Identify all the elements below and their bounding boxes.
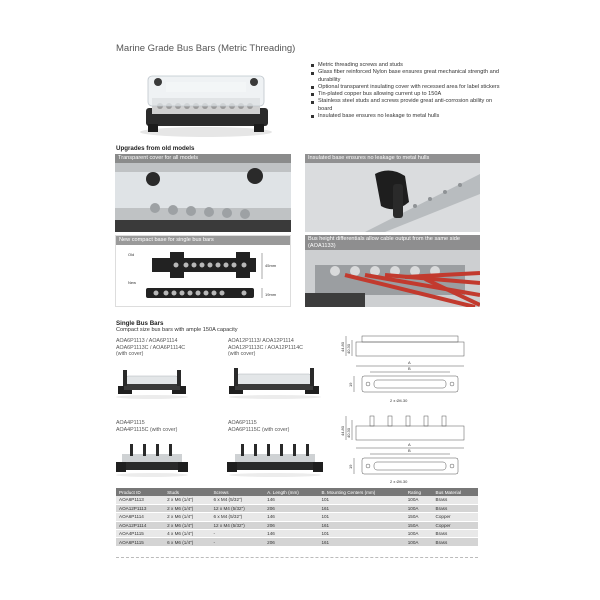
model-label-12p1113: [228, 338, 303, 358]
single-bus-bars-title: Single Bus Bars: [116, 320, 164, 327]
table-cell: 2 x M6 (1/4"): [164, 513, 210, 521]
dim-h1: 44.80: [340, 341, 345, 352]
table-row: [116, 513, 478, 521]
feature-item: Glass fiber reinforced Nylon base ensures great mechanical strength and durability: [310, 69, 500, 84]
dim-h1: 44.80: [340, 425, 345, 436]
table-cell: 150A: [405, 513, 433, 521]
column-header: Product ID: [116, 488, 164, 496]
table-cell: 6 x M4 (5/32"): [210, 496, 264, 504]
column-header: Studs: [164, 488, 210, 496]
panel-caption: Bus height differentials allow cable output from the same side (AOA1133): [305, 235, 480, 250]
model-label-6p1113: [116, 338, 185, 358]
table-row: [116, 504, 478, 512]
table-cell: 101: [318, 496, 404, 504]
table-header-row: [116, 488, 478, 496]
column-header: B. Mounting Centers (mm): [318, 488, 404, 496]
table-cell: 161: [318, 504, 404, 512]
table-cell: 146: [264, 496, 318, 504]
dim-45mm: 45mm: [265, 263, 277, 268]
table-row: [116, 530, 478, 538]
dim-b: B: [408, 448, 411, 453]
table-cell: Brass: [433, 504, 478, 512]
model-line: (with cover): [228, 351, 256, 358]
table-cell: 2 x M6 (1/4"): [164, 504, 210, 512]
hero-bus-bar-image: [136, 68, 276, 140]
model-line: AOA4P1115: [116, 420, 145, 426]
table-row: [116, 496, 478, 504]
model-line: AOA4P1115C (with cover): [116, 426, 178, 433]
model-label-6p1115: [228, 420, 289, 433]
table-cell: 6 x M4 (5/32"): [210, 513, 264, 521]
upgrades-title: Upgrades from old models: [116, 145, 195, 152]
table-cell: 100A: [405, 530, 433, 538]
table-cell: 6 x M6 (1/4"): [164, 538, 210, 546]
column-header: Rating: [405, 488, 433, 496]
column-header: Screws: [210, 488, 264, 496]
page-divider: [116, 557, 478, 558]
table-cell: 206: [264, 538, 318, 546]
panel-transparent-cover: [115, 154, 291, 232]
model-line: (with cover): [116, 351, 144, 358]
table-cell: AOA4P1115: [116, 530, 164, 538]
cover-closeup-image: [115, 154, 291, 232]
table-cell: -: [210, 538, 264, 546]
table-cell: 206: [264, 521, 318, 529]
feature-item: Metric threading screws and studs: [310, 62, 500, 69]
table-cell: Brass: [433, 538, 478, 546]
product-image-12p: [225, 362, 325, 400]
dim-a: A: [408, 442, 411, 447]
dim-hole: 2 x Ø4.30: [390, 398, 408, 403]
technical-drawing-top: [340, 332, 480, 410]
table-cell: AOA12P1113: [116, 504, 164, 512]
technical-drawing-bottom: [340, 412, 480, 488]
feature-item: Tin-plated copper bus allowing current up to 150A: [310, 91, 500, 98]
table-cell: 161: [318, 521, 404, 529]
panel-caption: Insulated base ensures no leakage to metal hulls: [305, 154, 480, 163]
dim-h2: 40.30: [346, 343, 351, 354]
table-cell: AOA6P1113: [116, 496, 164, 504]
dim-w: 19: [348, 382, 353, 387]
table-cell: 100A: [405, 496, 433, 504]
table-cell: AOA12P1114: [116, 521, 164, 529]
table-row: [116, 538, 478, 546]
table-cell: 101: [318, 513, 404, 521]
insulated-base-image: [305, 154, 480, 232]
product-image-6p: [112, 362, 192, 400]
table-cell: 100A: [405, 538, 433, 546]
page-title: Marine Grade Bus Bars (Metric Threading): [116, 43, 296, 54]
panel-insulated-base: [305, 154, 480, 232]
table-cell: 100A: [405, 504, 433, 512]
dim-h2: 40.30: [346, 427, 351, 438]
table-cell: -: [210, 530, 264, 538]
panel-caption: Transparent cover for all models: [115, 154, 291, 163]
table-cell: 161: [318, 538, 404, 546]
model-line: AOA6P1113C / AOA6P1114C: [116, 344, 186, 351]
column-header: Bus Material: [433, 488, 478, 496]
compact-base-comparison-image: [116, 236, 291, 307]
feature-item: Insulated base ensures no leakage to metal hulls: [310, 113, 500, 120]
product-image-6p-studs: [225, 440, 325, 478]
panel-compact-base: [115, 235, 291, 307]
model-line: AOA6P1115C (with cover): [228, 426, 290, 433]
panel-caption: New compact base for single bus bars: [116, 236, 290, 245]
label-new: New: [128, 280, 137, 285]
feature-list: [310, 62, 500, 120]
column-header: A. Length (mm): [264, 488, 318, 496]
single-bus-bars-subtitle: Compact size bus bars with ample 150A capacity: [116, 327, 238, 333]
table-cell: AOA6P1115: [116, 538, 164, 546]
table-cell: Brass: [433, 530, 478, 538]
table-cell: 4 x M6 (1/4"): [164, 530, 210, 538]
dim-a: A: [408, 360, 411, 365]
table-cell: AOA6P1114: [116, 513, 164, 521]
label-old: Old: [128, 252, 135, 257]
table-cell: 2 x M6 (1/4"): [164, 521, 210, 529]
table-cell: Brass: [433, 496, 478, 504]
table-cell: 12 x M4 (5/32"): [210, 504, 264, 512]
table-cell: 150A: [405, 521, 433, 529]
table-cell: 2 x M6 (1/4"): [164, 496, 210, 504]
model-line: AOA12P1113/ AOA12P1114: [228, 338, 294, 344]
table-cell: 101: [318, 530, 404, 538]
model-line: AOA6P1115: [228, 420, 257, 426]
table-cell: 146: [264, 513, 318, 521]
table-cell: 146: [264, 530, 318, 538]
dim-hole: 2 x Ø4.30: [390, 479, 408, 484]
dim-b: B: [408, 366, 411, 371]
spec-table: [116, 488, 478, 547]
feature-item: Stainless steel studs and screws provide great anti-corrosion ability on board: [310, 98, 500, 113]
table-row: [116, 521, 478, 529]
model-label-4p1115: [116, 420, 177, 433]
table-cell: Copper: [433, 513, 478, 521]
model-line: AOA6P1113 / AOA6P1114: [116, 338, 178, 344]
dim-w: 19: [348, 464, 353, 469]
product-image-4p: [112, 440, 192, 478]
table-cell: 206: [264, 504, 318, 512]
table-cell: Copper: [433, 521, 478, 529]
dim-19mm: 19mm: [265, 292, 277, 297]
model-line: AOA12P1113C / AOA12P1114C: [228, 344, 303, 351]
feature-item: Optional transparent insulating cover with recessed area for label stickers: [310, 84, 500, 91]
table-cell: 12 x M4 (5/32"): [210, 521, 264, 529]
panel-height-differentials: [305, 235, 480, 307]
